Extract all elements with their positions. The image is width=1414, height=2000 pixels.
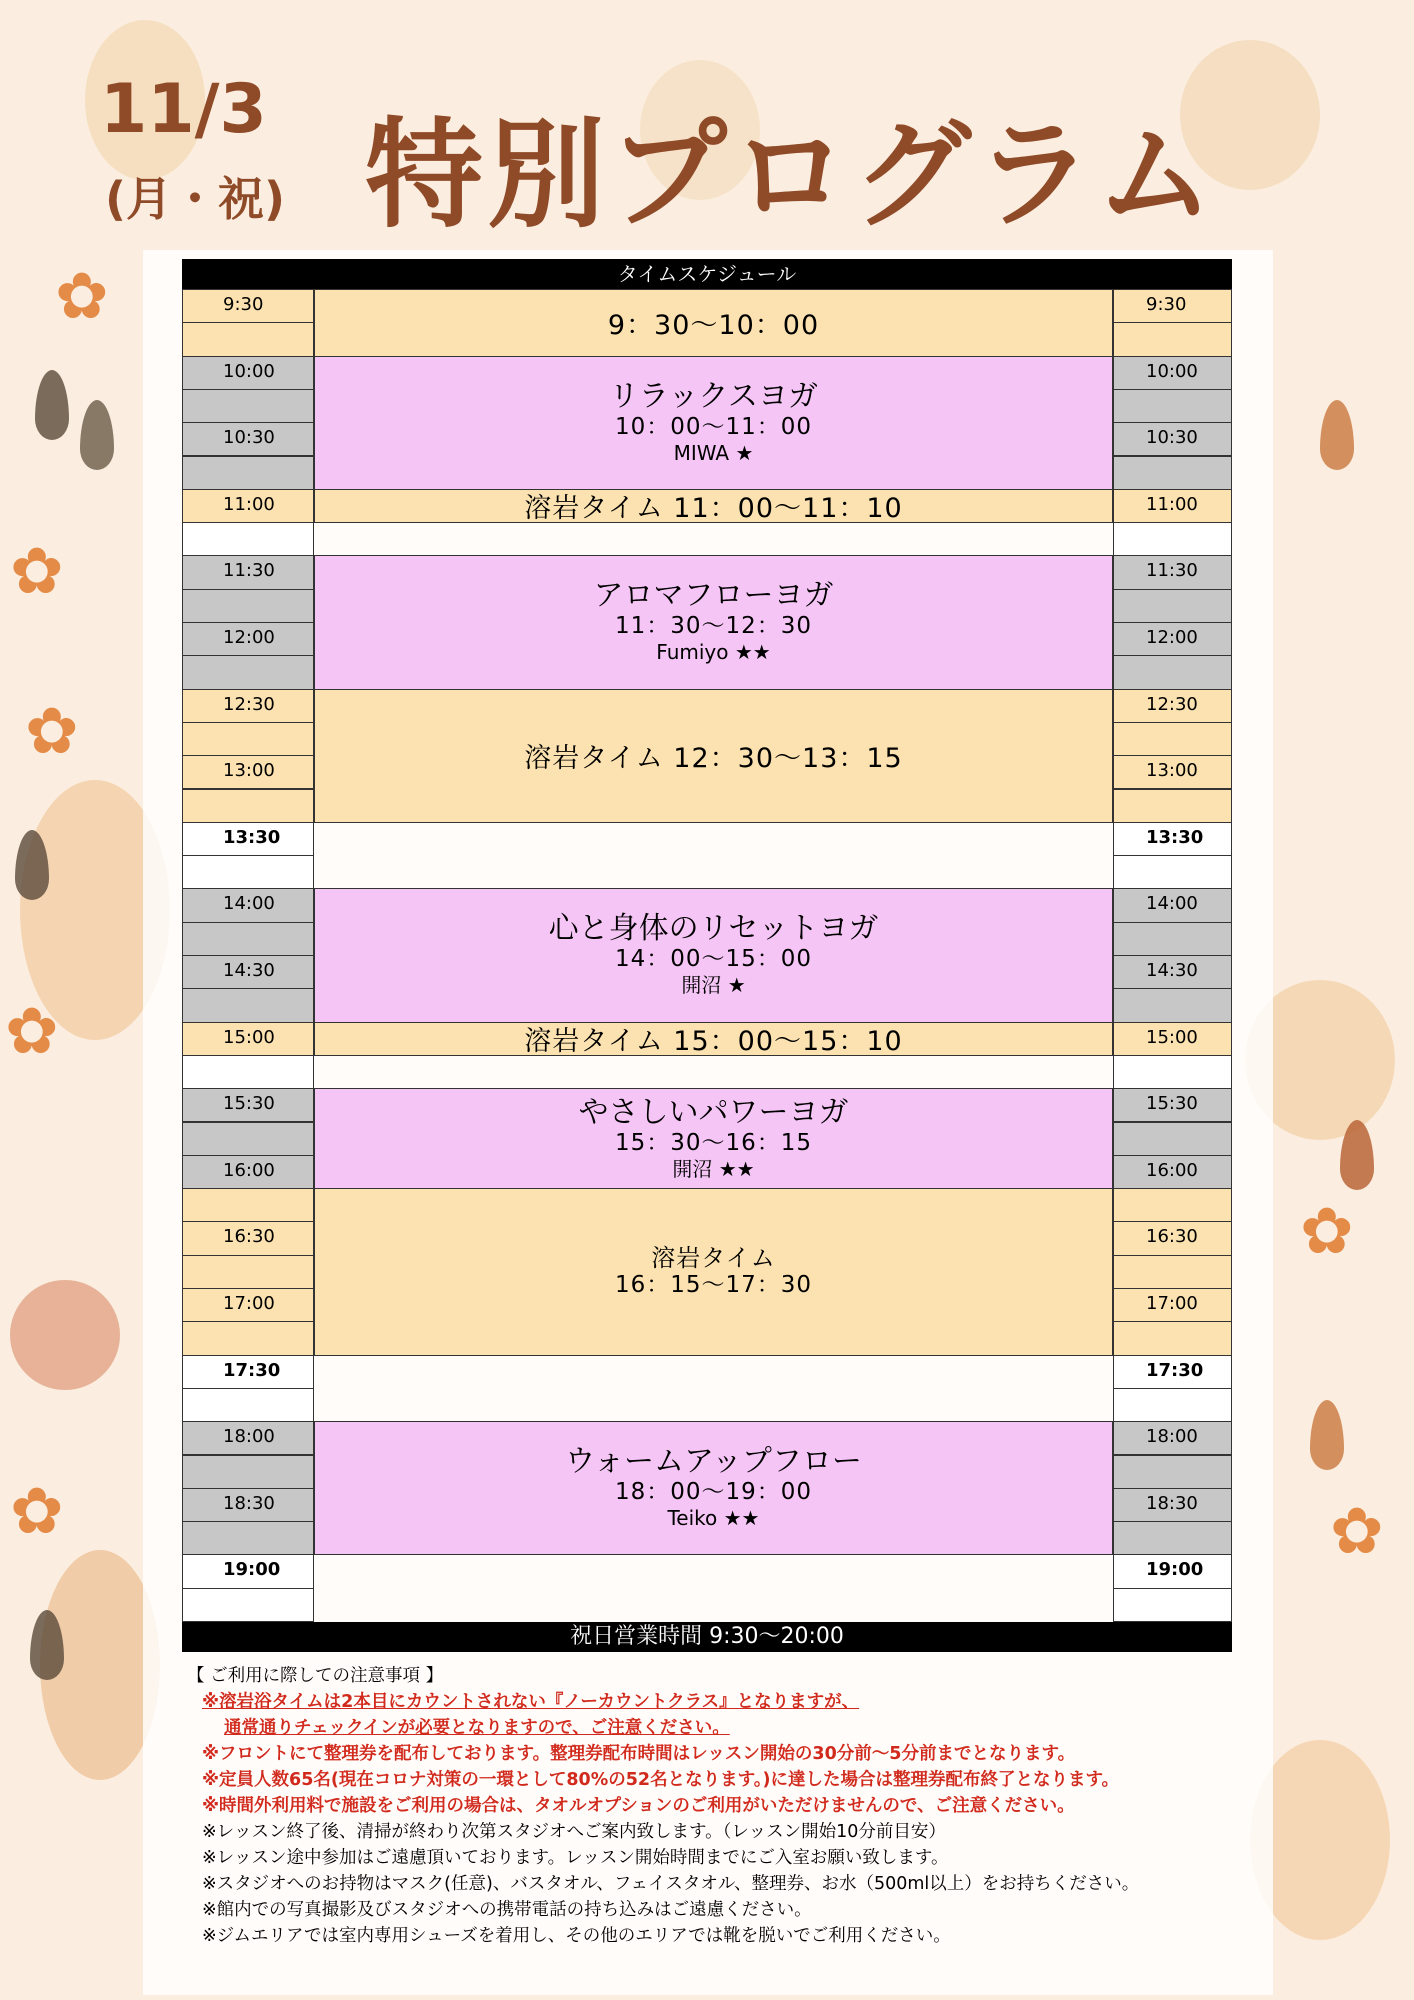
time-slot-left [182, 988, 314, 1022]
time-slot-left: 11:00 [182, 489, 314, 523]
note-line: ※館内での写真撮影及びスタジオへの携帯電話の持ち込みはご遠慮ください。 [202, 1900, 812, 1920]
class-time: 10：00〜11：00 [614, 413, 813, 440]
time-slot-left [182, 456, 314, 490]
notes-heading: 【 ご利用に際しての注意事項 】 [187, 1666, 444, 1686]
notes-list [182, 1689, 1242, 1949]
class-instructor: 開沼 ★ [681, 973, 746, 998]
time-slot-left: 16:00 [182, 1155, 314, 1189]
break-block [314, 489, 1113, 523]
time-slot-right [1113, 522, 1232, 556]
class-name: 溶岩タイム [651, 1243, 776, 1272]
time-slot-left: 15:30 [182, 1088, 314, 1122]
time-slot-right [1113, 1521, 1232, 1555]
time-slot-left [182, 1055, 314, 1089]
time-slot-right: 10:30 [1113, 422, 1232, 456]
note-line: ※溶岩浴タイムは2本目にカウントされない『ノーカウントクラス』となりますが、 [202, 1692, 860, 1712]
class-name: やさしいパワーヨガ [578, 1094, 849, 1130]
time-slot-left: 13:30 [182, 822, 314, 856]
time-slot-right: 16:00 [1113, 1155, 1232, 1189]
time-slot-left: 13:00 [182, 755, 314, 789]
time-slot-left [182, 589, 314, 623]
class-name: 心と身体のリセットヨガ [548, 911, 879, 947]
class-block [314, 888, 1113, 1022]
time-slot-right: 13:30 [1113, 822, 1232, 856]
time-slot-left [182, 789, 314, 823]
time-slot-right: 17:00 [1113, 1288, 1232, 1322]
class-instructor: Fumiyo ★★ [656, 640, 771, 665]
time-slot-left [182, 722, 314, 756]
class-instructor: Teiko ★★ [667, 1506, 760, 1531]
class-block [314, 1421, 1113, 1555]
note-line: ※レッスン終了後、清掃が終わり次第スタジオへご案内致します。（レッスン開始10分前目安） [202, 1822, 946, 1842]
page-title: 特別プログラム [365, 106, 1218, 244]
event-date: 11/3 [100, 70, 267, 149]
class-block [314, 1188, 1113, 1356]
block-time: 溶岩タイム 15：00〜15：10 [524, 1026, 903, 1058]
time-slot-left [182, 1521, 314, 1555]
time-slot-right [1113, 855, 1232, 889]
time-slot-left: 18:00 [182, 1421, 314, 1455]
time-slot-left [182, 1588, 314, 1622]
time-slot-right [1113, 655, 1232, 689]
time-slot-right: 15:30 [1113, 1088, 1232, 1122]
block-time: 溶岩タイム 12：30〜13：15 [524, 743, 903, 775]
time-slot-right [1113, 1588, 1232, 1622]
time-slot-left: 14:00 [182, 888, 314, 922]
time-slot-right [1113, 922, 1232, 956]
time-slot-left: 18:30 [182, 1488, 314, 1522]
time-slot-right: 18:30 [1113, 1488, 1232, 1522]
time-slot-left [182, 1321, 314, 1355]
note-line: ※ジムエリアでは室内専用シューズを着用し、その他のエリアでは靴を脱いでご利用ください。 [202, 1926, 951, 1946]
class-time: 16：15〜17：30 [614, 1271, 813, 1298]
note-line: 通常通りチェックインが必要となりますので、ご注意ください。 [224, 1718, 730, 1738]
time-slot-right: 14:30 [1113, 955, 1232, 989]
time-slot-left: 9:30 [182, 289, 314, 323]
time-slot-right: 12:30 [1113, 689, 1232, 723]
time-slot-left: 10:00 [182, 356, 314, 390]
note-line: ※レッスン途中参加はご遠慮頂いております。レッスン開始時間までにご入室お願い致します。 [202, 1848, 949, 1868]
time-slot-right [1113, 1122, 1232, 1156]
class-block [314, 555, 1113, 689]
class-name: ウォームアップフロー [565, 1444, 862, 1480]
time-slot-left [182, 389, 314, 423]
time-slot-left: 15:00 [182, 1022, 314, 1056]
time-slot-right [1113, 789, 1232, 823]
time-slot-left: 19:00 [182, 1554, 314, 1588]
time-slot-right: 17:30 [1113, 1355, 1232, 1389]
class-name: リラックスヨガ [608, 378, 819, 414]
time-slot-right [1113, 1321, 1232, 1355]
time-slot-right [1113, 1388, 1232, 1422]
time-slot-left: 11:30 [182, 555, 314, 589]
break-block [314, 289, 1113, 357]
time-slot-right [1113, 322, 1232, 356]
time-slot-right: 13:00 [1113, 755, 1232, 789]
time-slot-right [1113, 722, 1232, 756]
time-slot-right [1113, 988, 1232, 1022]
time-slot-right [1113, 1055, 1232, 1089]
block-time: 9：30〜10：00 [607, 310, 820, 342]
break-block [314, 1022, 1113, 1056]
time-slot-right [1113, 589, 1232, 623]
time-slot-right: 9:30 [1113, 289, 1232, 323]
break-block [314, 689, 1113, 823]
time-slot-left: 16:30 [182, 1221, 314, 1255]
time-slot-left: 17:30 [182, 1355, 314, 1389]
note-line: ※スタジオへのお持物はマスク(任意)、バスタオル、フェイスタオル、整理券、お水（500ml以上）をお持ちください。 [202, 1874, 1140, 1894]
time-slot-right: 14:00 [1113, 888, 1232, 922]
class-time: 18：00〜19：00 [614, 1479, 813, 1506]
time-slot-left: 12:00 [182, 622, 314, 656]
time-slot-right: 11:30 [1113, 555, 1232, 589]
time-slot-right [1113, 1455, 1232, 1489]
time-slot-left [182, 855, 314, 889]
time-slot-right: 15:00 [1113, 1022, 1232, 1056]
time-slot-right: 11:00 [1113, 489, 1232, 523]
time-slot-left [182, 1455, 314, 1489]
time-slot-left [182, 522, 314, 556]
time-slot-right [1113, 456, 1232, 490]
schedule-heading: タイムスケジュール [182, 259, 1232, 289]
time-slot-left: 17:00 [182, 1288, 314, 1322]
class-block [314, 356, 1113, 490]
time-slot-left: 10:30 [182, 422, 314, 456]
block-time: 溶岩タイム 11：00〜11：10 [524, 493, 903, 525]
time-slot-left [182, 1388, 314, 1422]
class-block [314, 1088, 1113, 1189]
time-slot-right [1113, 1188, 1232, 1222]
time-slot-left [182, 655, 314, 689]
time-slot-right: 18:00 [1113, 1421, 1232, 1455]
note-line: ※定員人数65名(現在コロナ対策の一環として80%の52名となります。)に達した場合は整理券配布終了となります。 [202, 1770, 1120, 1790]
note-line: ※時間外利用料で施設をご利用の場合は、タオルオプションのご利用がいただけませんので、ご注意ください。 [202, 1796, 1075, 1816]
notes-section [182, 1663, 1242, 1949]
class-time: 11：30〜12：30 [614, 613, 813, 640]
class-instructor: 開沼 ★★ [672, 1156, 755, 1181]
time-slot-right [1113, 389, 1232, 423]
class-instructor: MIWA ★ [673, 440, 754, 465]
time-slot-left [182, 1122, 314, 1156]
time-slot-left [182, 1188, 314, 1222]
class-name: アロマフローヨガ [593, 578, 834, 614]
class-time: 14：00〜15：00 [614, 946, 813, 973]
time-slot-right: 19:00 [1113, 1554, 1232, 1588]
note-line: ※フロントにて整理券を配布しております。整理券配布時間はレッスン開始の30分前〜5分前までとなります。 [202, 1744, 1076, 1764]
time-slot-right: 16:30 [1113, 1221, 1232, 1255]
event-day: (月・祝) [105, 172, 286, 226]
time-slot-left [182, 922, 314, 956]
time-slot-left [182, 1255, 314, 1289]
time-slot-left: 12:30 [182, 689, 314, 723]
class-time: 15：30〜16：15 [614, 1129, 813, 1156]
time-slot-right: 12:00 [1113, 622, 1232, 656]
time-slot-right [1113, 1255, 1232, 1289]
holiday-hours: 祝日営業時間 9:30〜20:00 [182, 1622, 1232, 1652]
time-slot-left [182, 322, 314, 356]
time-slot-left: 14:30 [182, 955, 314, 989]
time-slot-right: 10:00 [1113, 356, 1232, 390]
